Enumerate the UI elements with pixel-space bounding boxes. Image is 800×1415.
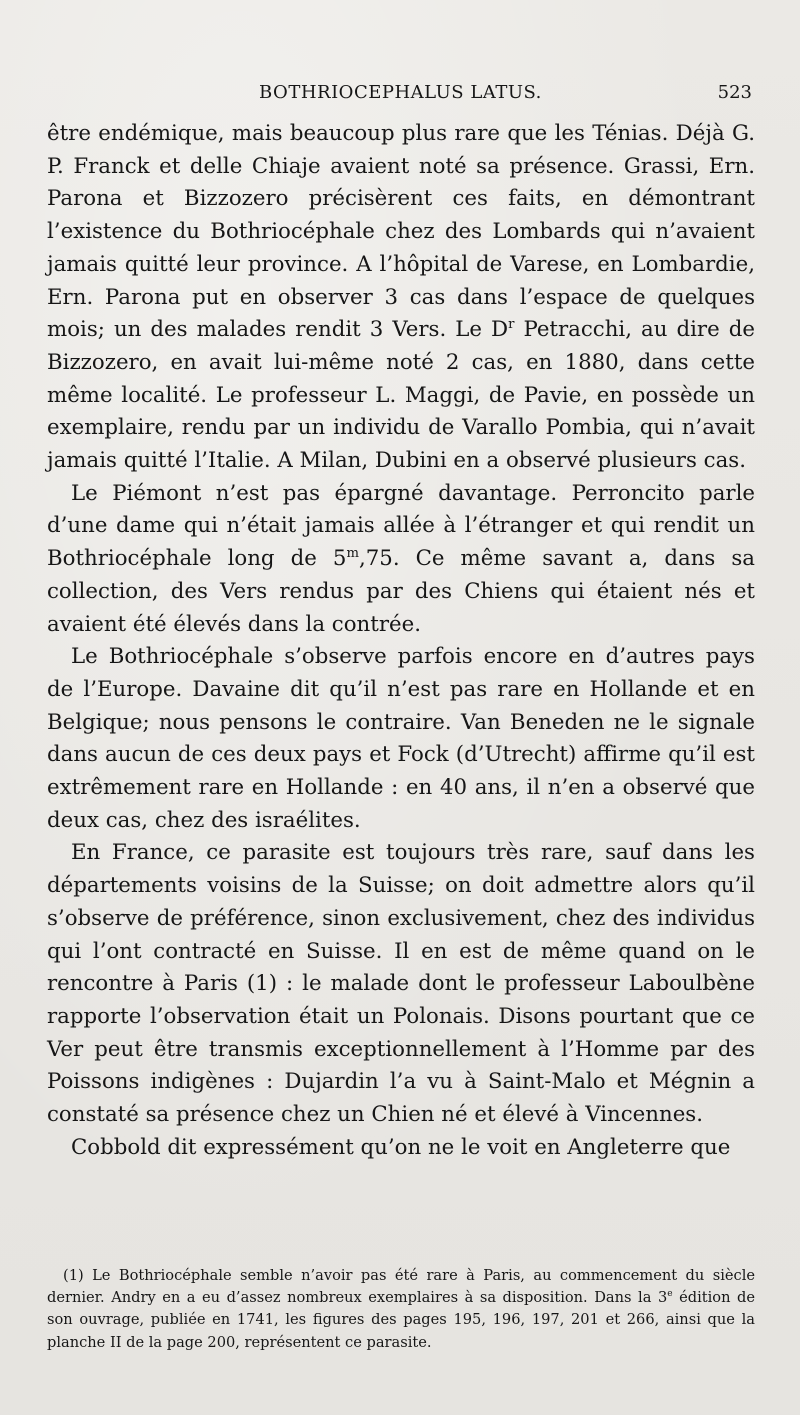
- running-title: BOTHRIOCEPHALUS LATUS.: [259, 82, 542, 103]
- paragraph-1-superscript: r: [508, 317, 515, 333]
- page-number: 523: [717, 82, 752, 103]
- footnote-text: [47, 1265, 755, 1354]
- footnote-superscript: e: [667, 1289, 673, 1300]
- footnote: [47, 1265, 755, 1354]
- footnote-part-a: (1) Le Bothriocéphale semble n’avoir pas été rare à Paris, au commencement du siècle dernier. Andry en a eu d’assez nombreux exemplaires à sa disposition. Dans la 3: [47, 1267, 755, 1307]
- paragraph-2: [47, 478, 755, 642]
- paragraph-5: Cobbold dit expressément qu’on ne le voit en Angleterre que: [71, 1134, 731, 1160]
- body-text: [47, 118, 755, 1165]
- footnote-part-b: édition de son ouvrage, publiée en 1741, les figures des pages 195, 196, 197, 201 et 266, ainsi que la planche II de la page 200, représentent ce parasite.: [47, 1289, 755, 1351]
- paragraph-2-superscript: m: [346, 546, 359, 562]
- paragraph-2-part-a: Le Piémont n’est pas épargné davantage. Perroncito parle d’une dame qui n’était jamais allée à l’étranger et qui rendit un Bothriocéphale long de 5: [47, 480, 755, 572]
- paragraph-3: Le Bothriocéphale s’observe parfois encore en d’autres pays de l’Europe. Davaine dit qu’il n’est pas rare en Hollande et en Belgique; nous pensons le contraire. Van Beneden ne le signale dans aucun de ces deux pays et Fock (d’Utrecht) affirme qu’il est extrêmement rare en Hollande : en 40 ans, il n’en a observé que deux cas, chez des israélites.: [47, 644, 755, 833]
- paragraph-4: En France, ce parasite est toujours très rare, sauf dans les départements voisins de la Suisse; on doit admettre alors qu’il s’observe de préférence, sinon exclusivement, chez des individus qui l’ont contracté en Suisse. Il en est de même quand on le rencontre à Paris (1) : le malade dont le professeur Laboulbène rapporte l’observation était un Polonais. Disons pourtant que ce Ver peut être transmis exceptionnellement à l’Homme par des Poissons indigènes : Dujardin l’a vu à Saint-Malo et Mégnin a constaté sa présence chez un Chien né et élevé à Vincennes.: [47, 840, 755, 1128]
- paragraph-1-part-b: Petracchi, au dire de Bizzozero, en avait lui-même noté 2 cas, en 1880, dans cette même localité. Le professeur L. Maggi, de Pavie, en possède un exemplaire, rendu par un individu de Varallo Pombia, qui n’avait jamais quitté l’Italie. A Milan, Dubini en a observé plusieurs cas.: [47, 317, 755, 474]
- paragraph-2-part-b: ,75. Ce même savant a, dans sa collection, des Vers rendus par des Chiens qui étaient nés et avaient été élevés dans la contrée.: [47, 546, 755, 637]
- paragraph-1-part-a: être endémique, mais beaucoup plus rare que les Ténias. Déjà G. P. Franck et delle Chiaje avaient noté sa présence. Grassi, Ern. Parona et Bizzozero précisèrent ces faits, en démontrant l’existence du Bothriocéphale chez des Lombards qui n’avaient jamais quitté leur province. A l’hôpital de Varese, en Lombardie, Ern. Parona put en observer 3 cas dans l’espace de quelques mois; un des malades rendit 3 Vers. Le D: [47, 121, 755, 343]
- running-head: [0, 82, 800, 112]
- paragraph-1: [47, 118, 755, 478]
